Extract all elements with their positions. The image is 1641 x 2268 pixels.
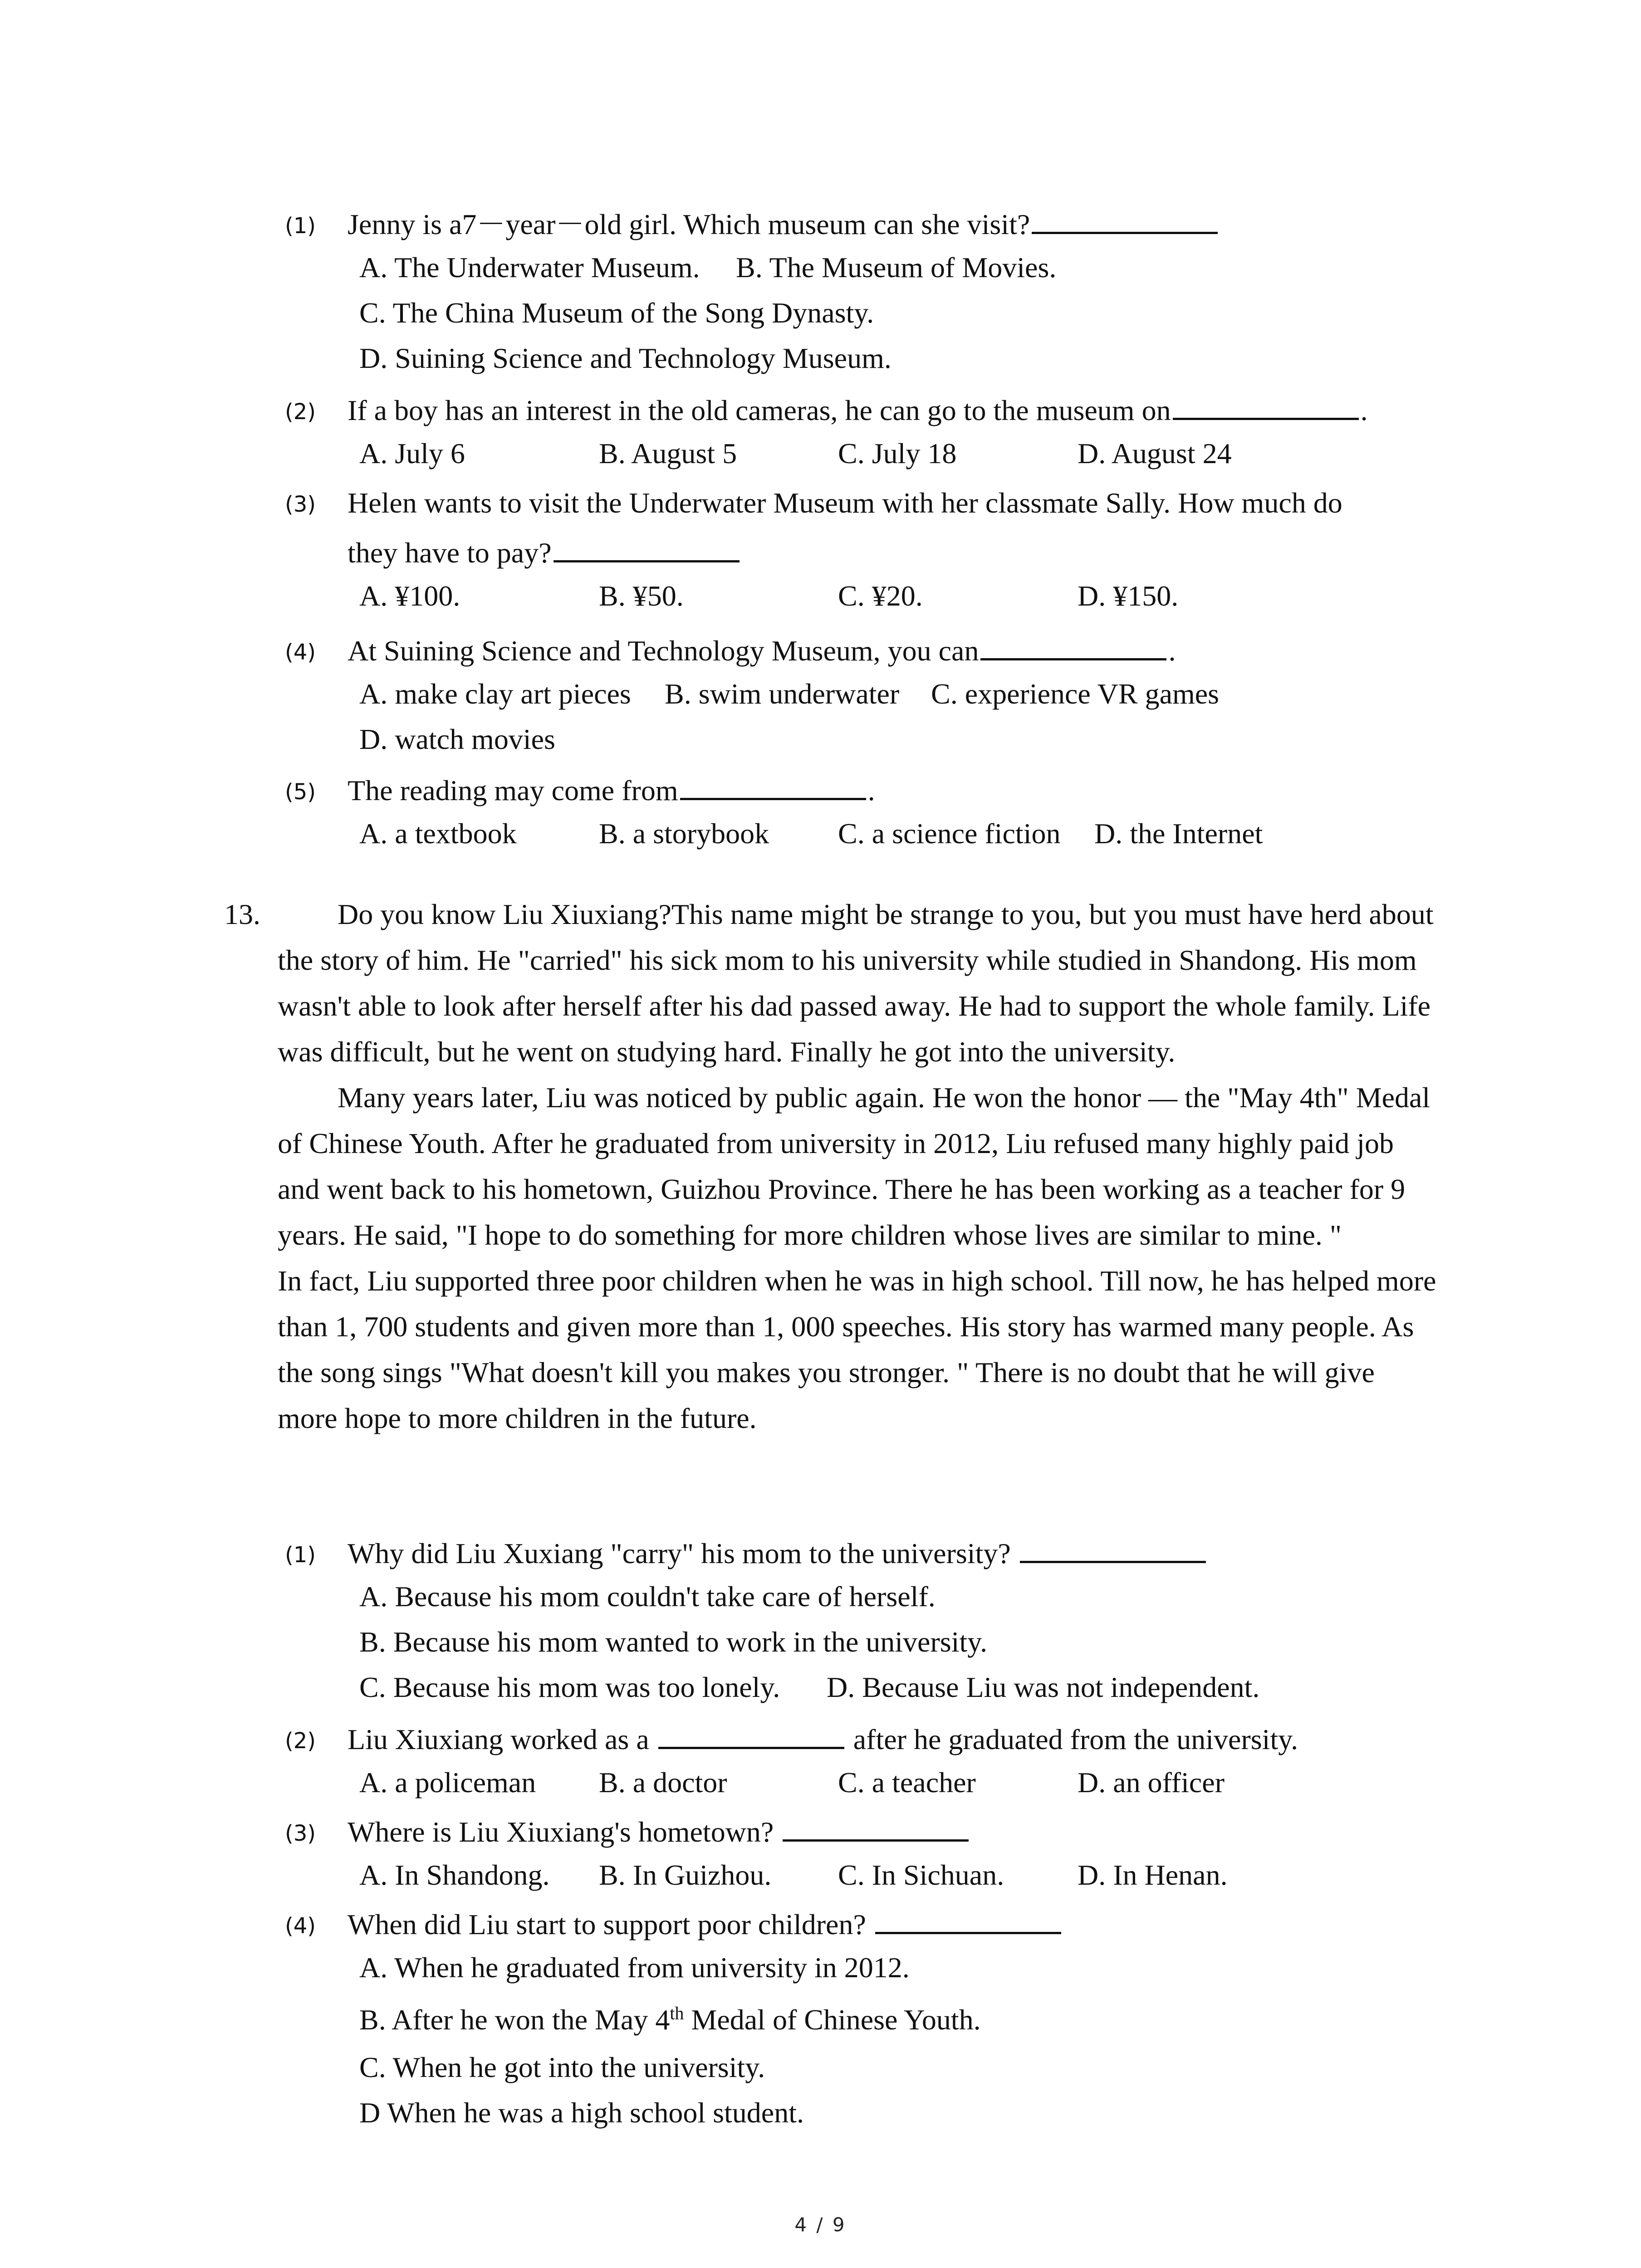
page-number: 4 / 9 [794, 2214, 847, 2236]
option-b[interactable]: B. swim underwater [665, 678, 900, 710]
option-d[interactable]: D. Because Liu was not independent. [827, 1671, 1260, 1703]
question-text: The reading may come from . [348, 774, 875, 807]
answer-blank[interactable] [875, 1907, 1061, 1934]
option-c[interactable]: C. In Sichuan. [838, 1859, 1004, 1891]
option-c[interactable]: C. The China Museum of the Song Dynasty. [359, 297, 874, 329]
answer-blank[interactable] [1173, 393, 1359, 420]
option-a[interactable]: A. a policeman [359, 1766, 536, 1799]
option-d[interactable]: D. In Henan. [1078, 1859, 1228, 1891]
question-number: (1) [285, 1542, 316, 1568]
option-c[interactable]: C. a teacher [838, 1766, 976, 1799]
question-text: Helen wants to visit the Underwater Museum with her classmate Sally. How much do they have to pay? [348, 487, 1342, 569]
option-d[interactable]: D When he was a high school student. [359, 2097, 804, 2129]
options [359, 1574, 1539, 1710]
answer-blank[interactable] [658, 1722, 844, 1749]
option-a[interactable]: A. July 6 [359, 437, 465, 469]
question-text: At Suining Science and Technology Museum, you can . [348, 635, 1176, 667]
question-text: When did Liu start to support poor children? [348, 1900, 1527, 1950]
question-number: (1) [285, 213, 316, 239]
option-c[interactable]: C. a science fiction [838, 817, 1061, 850]
option-b[interactable]: B. After he won the May 4th Medal of Chinese Youth. [359, 2003, 981, 2036]
options [359, 1945, 1539, 2136]
option-c[interactable]: C. experience VR games [931, 678, 1220, 710]
question-number: (2) [285, 399, 316, 425]
option-a[interactable]: A. Because his mom couldn't take care of herself. [359, 1580, 936, 1613]
reading-passage [278, 891, 1439, 1441]
option-c[interactable]: C. When he got into the university. [359, 2051, 765, 2083]
option-a[interactable]: A. make clay art pieces [359, 678, 631, 710]
option-c[interactable]: C. July 18 [838, 437, 957, 469]
option-a[interactable]: A. The Underwater Museum. [359, 251, 700, 284]
passage-paragraph: Do you know Liu Xiuxiang?This name might be strange to you, but you must have herd about the story of him. He "carried" his sick mom to his university while studied in Shandong. His mom wasn't able to look after herself after his dad passed away. He had to support the whole family. Life was difficult, but he went on studying hard. Finally he got into the university. [278, 898, 1434, 1068]
options [359, 431, 1539, 476]
option-c[interactable]: C. Because his mom was too lonely. [359, 1671, 780, 1703]
question-number: (3) [285, 1821, 316, 1846]
question-text: Why did Liu Xuxiang "carry" his mom to the university? [348, 1529, 1527, 1579]
option-b[interactable]: B. August 5 [599, 437, 737, 469]
options [359, 811, 1539, 856]
question-text: Jenny is a7－year－old girl. Which museum can she visit? [348, 200, 1527, 249]
option-b[interactable]: B. Because his mom wanted to work in the university. [359, 1626, 988, 1658]
option-d[interactable]: D. an officer [1078, 1766, 1225, 1799]
option-a[interactable]: A. In Shandong. [359, 1859, 550, 1891]
option-c[interactable]: C. ¥20. [838, 580, 923, 612]
question-text: If a boy has an interest in the old cameras, he can go to the museum on . [348, 394, 1368, 426]
question-number: (2) [285, 1728, 316, 1754]
option-d[interactable]: D. the Internet [1094, 817, 1263, 850]
answer-blank[interactable] [980, 634, 1166, 660]
section-number: 13. [224, 898, 260, 930]
option-d[interactable]: D. watch movies [359, 723, 555, 755]
option-b[interactable]: B. ¥50. [599, 580, 684, 612]
options [359, 245, 1539, 381]
option-a[interactable]: A. a textbook [359, 817, 517, 850]
question-number: (3) [285, 492, 316, 517]
option-d[interactable]: D. Suining Science and Technology Museum. [359, 342, 892, 374]
option-d[interactable]: D. ¥150. [1078, 580, 1179, 612]
option-b[interactable]: B. a doctor [599, 1766, 727, 1799]
passage-paragraph: Many years later, Liu was noticed by public again. He won the honor — the "May 4th" Medal of Chinese Youth. After he graduated from university in 2012, Liu refused many highly paid job and went back to his hometown, Guizhou Province. There he has been working as a teacher for 9 years. He said, "I hope to do something for more children whose lives are similar to mine. " [278, 1081, 1430, 1251]
question-number: (4) [285, 1913, 316, 1939]
option-b[interactable]: B. a storybook [599, 817, 769, 850]
answer-blank[interactable] [554, 536, 740, 562]
options [359, 1760, 1539, 1805]
passage-paragraph: In fact, Liu supported three poor children when he was in high school. Till now, he has helped more than 1, 700 students and given more than 1, 000 speeches. His story has warmed many people. As the song sings "What doesn't kill you makes you stronger. " There is no doubt that he will give more hope to more children in the future. [278, 1265, 1436, 1434]
option-b[interactable]: B. In Guizhou. [599, 1859, 772, 1891]
options [359, 1853, 1539, 1898]
question-text: Liu Xiuxiang worked as a after he graduated from the university. [348, 1723, 1298, 1755]
question-text: Where is Liu Xiuxiang's hometown? [348, 1807, 1527, 1857]
option-d[interactable]: D. August 24 [1078, 437, 1232, 469]
option-a[interactable]: A. ¥100. [359, 580, 460, 612]
answer-blank[interactable] [1032, 207, 1218, 234]
answer-blank[interactable] [1020, 1536, 1206, 1563]
option-a[interactable]: A. When he graduated from university in 2012. [359, 1951, 910, 1984]
options [359, 573, 1539, 619]
question-number: (5) [285, 779, 316, 805]
answer-blank[interactable] [680, 773, 866, 800]
option-b[interactable]: B. The Museum of Movies. [736, 251, 1057, 284]
options [359, 671, 1539, 762]
question-number: (4) [285, 640, 316, 665]
answer-blank[interactable] [783, 1815, 969, 1842]
